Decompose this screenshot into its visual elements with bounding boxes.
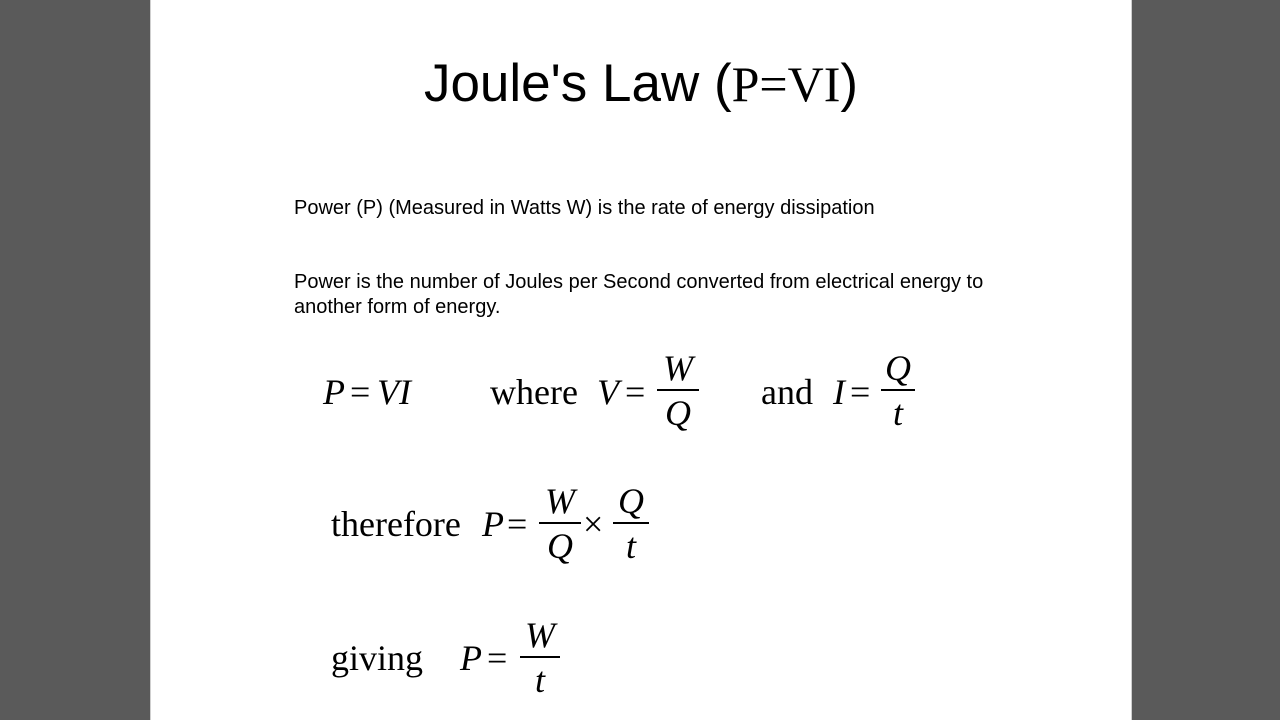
fraction-q-over-t (881, 348, 915, 433)
eq1-lhs: P (323, 372, 345, 412)
fraction-denominator: Q (547, 526, 573, 566)
fraction-denominator: t (892, 393, 903, 433)
eq3-lhs: P (460, 638, 482, 678)
fraction-w-over-t (520, 615, 560, 700)
fraction-denominator: Q (665, 393, 691, 433)
fraction-w-over-q (539, 481, 581, 566)
fraction-numerator: Q (618, 481, 644, 521)
eq2-therefore: therefore (331, 504, 461, 544)
fraction-bar (520, 656, 560, 658)
fraction-denominator: t (625, 526, 636, 566)
eq2-times: × (583, 504, 604, 544)
eq1-v-equals: = (625, 372, 646, 412)
eq1-i-equals: = (850, 372, 871, 412)
fraction-numerator: W (525, 615, 555, 655)
title-formula: P=VI (731, 56, 841, 112)
fraction-bar (539, 522, 581, 524)
slide-title (151, 52, 1131, 116)
paragraph-power-joules: Power is the number of Joules per Second converted from electrical energy to another form of energy. (294, 271, 984, 318)
eq2-lhs: P (482, 504, 504, 544)
fraction-bar (657, 389, 699, 391)
fraction-w-over-q (657, 348, 699, 433)
fraction-bar (613, 522, 649, 524)
paragraph-power-definition: Power (P) (Measured in Watts W) is the rate of energy dissipation (294, 197, 875, 219)
title-close-paren: ) (840, 54, 859, 113)
eq3-equals: = (487, 638, 508, 678)
eq1-v: V (597, 372, 619, 412)
fraction-q-over-t (613, 481, 649, 566)
fraction-numerator: W (663, 348, 693, 388)
title-text: Joule's Law ( (423, 54, 732, 113)
eq2-equals: = (507, 504, 528, 544)
eq1-and: and (761, 372, 813, 412)
eq1-equals: = (350, 372, 371, 412)
fraction-numerator: Q (885, 348, 911, 388)
fraction-bar (881, 389, 915, 391)
eq1-where: where (490, 372, 578, 412)
fraction-denominator: t (534, 660, 545, 700)
slide (150, 0, 1132, 720)
eq1-rhs: VI (377, 372, 411, 412)
eq3-giving: giving (331, 638, 424, 678)
fraction-numerator: W (545, 481, 575, 521)
eq1-i: I (833, 372, 845, 412)
